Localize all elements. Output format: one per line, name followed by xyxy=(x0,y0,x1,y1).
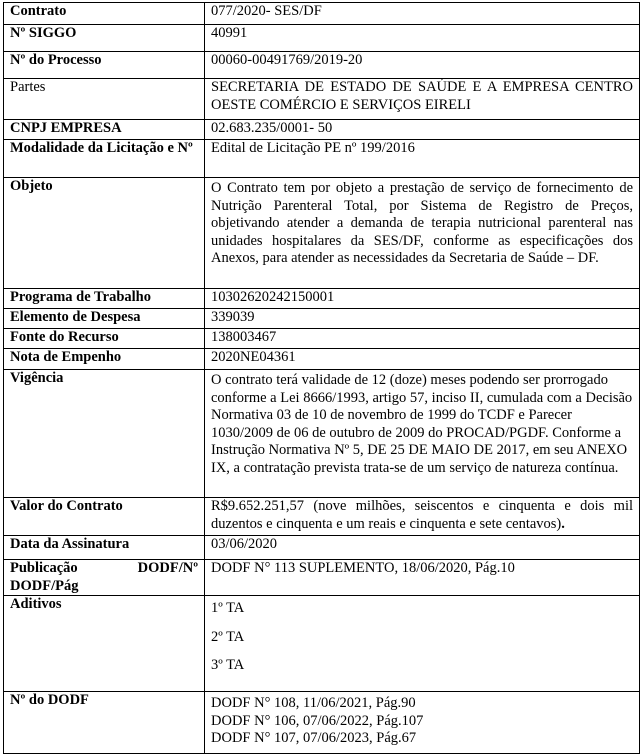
row-cnpj xyxy=(4,120,640,140)
value-processo: 00060-00491769/2019-20 xyxy=(205,52,640,79)
value-dodf xyxy=(205,692,640,754)
label-publicacao-right: DODF/Nº xyxy=(137,560,198,576)
label-assinatura: Data da Assinatura xyxy=(4,536,205,560)
value-programa: 10302620242150001 xyxy=(205,289,640,309)
value-assinatura: 03/06/2020 xyxy=(205,536,640,560)
row-vigencia xyxy=(4,370,640,498)
value-aditivos xyxy=(205,596,640,692)
label-dodf: Nº do DODF xyxy=(4,692,205,754)
row-contrato xyxy=(4,3,640,25)
value-cnpj: 02.683.235/0001- 50 xyxy=(205,120,640,140)
row-dodf xyxy=(4,692,640,754)
value-vigencia: O contrato terá validade de 12 (doze) meses podendo ser prorrogado conforme a Lei 8666/1993, artigo 57, inciso II, cumulada com a Decisão Normativa 03 de 10 de novembro de 1999 do TCDF e Parecer 1030/2009 de 06 de outubro de 2009 do PROCAD/PGDF. Conforme a Instrução Normativa Nº 5, DE 25 DE MAIO DE 2017, em seu ANEXO IX, a contratação prevista trata-se de um serviço de natureza contínua. xyxy=(205,370,640,498)
label-contrato: Contrato xyxy=(4,3,205,25)
row-publicacao xyxy=(4,560,640,596)
value-publicacao: DODF N° 113 SUPLEMENTO, 18/06/2020, Pág.10 xyxy=(205,560,640,596)
label-fonte: Fonte do Recurso xyxy=(4,329,205,349)
aditivo-item: 1º TA xyxy=(211,600,245,616)
dodf-item: DODF N° 108, 11/06/2021, Pág.90 xyxy=(211,695,416,711)
row-siggo xyxy=(4,25,640,52)
value-partes: SECRETARIA DE ESTADO DE SAÚDE E A EMPRESA CENTRO OESTE COMÉRCIO E SERVIÇOS EIRELI xyxy=(205,79,640,120)
contract-summary-table xyxy=(3,2,640,754)
row-objeto xyxy=(4,178,640,289)
label-publicacao-line2: DODF/Pág xyxy=(10,577,79,594)
label-cnpj: CNPJ EMPRESA xyxy=(4,120,205,140)
label-programa: Programa de Trabalho xyxy=(4,289,205,309)
value-elemento: 339039 xyxy=(205,309,640,329)
row-modalidade xyxy=(4,140,640,178)
row-programa xyxy=(4,289,640,309)
row-valor xyxy=(4,498,640,536)
label-publicacao xyxy=(4,560,205,596)
label-partes: Partes xyxy=(4,79,205,120)
value-valor-period: . xyxy=(561,515,565,532)
dodf-item: DODF N° 107, 07/06/2023, Pág.67 xyxy=(211,730,417,746)
label-empenho: Nota de Empenho xyxy=(4,349,205,370)
row-fonte xyxy=(4,329,640,349)
row-elemento xyxy=(4,309,640,329)
row-aditivos xyxy=(4,596,640,692)
aditivo-item: 3º TA xyxy=(211,657,245,673)
dodf-item: DODF N° 106, 07/06/2022, Pág.107 xyxy=(211,712,424,729)
label-modalidade: Modalidade da Licitação e Nº xyxy=(4,140,205,178)
value-siggo: 40991 xyxy=(205,25,640,52)
value-contrato: 077/2020- SES/DF xyxy=(205,3,640,25)
value-valor xyxy=(205,498,640,536)
value-empenho: 2020NE04361 xyxy=(205,349,640,370)
label-vigencia: Vigência xyxy=(4,370,205,498)
value-fonte: 138003467 xyxy=(205,329,640,349)
row-processo xyxy=(4,52,640,79)
label-valor: Valor do Contrato xyxy=(4,498,205,536)
aditivo-item: 2º TA xyxy=(211,628,245,645)
label-siggo: Nº SIGGO xyxy=(4,25,205,52)
value-modalidade: Edital de Licitação PE nº 199/2016 xyxy=(205,140,640,178)
label-objeto: Objeto xyxy=(4,178,205,289)
label-elemento: Elemento de Despesa xyxy=(4,309,205,329)
row-assinatura xyxy=(4,536,640,560)
value-valor-text: R$9.652.251,57 (nove milhões, seiscentos e cinquenta e dois mil duzentos e cinquenta e um reais e cinquenta e sete centavos) xyxy=(211,498,633,532)
row-partes xyxy=(4,79,640,120)
label-publicacao-left: Publicação xyxy=(10,560,78,576)
label-aditivos: Aditivos xyxy=(4,596,205,692)
value-objeto: O Contrato tem por objeto a prestação de serviço de fornecimento de Nutrição Parenteral Total, por Sistema de Registro de Preços, objetivando atender a demanda de terapia nutricional parenteral nas unidades hospitalares da SES/DF, conforme as especificações dos Anexos, para atender as necessidades da Secretaria de Saúde – DF. xyxy=(205,178,640,289)
label-processo: Nº do Processo xyxy=(4,52,205,79)
row-empenho xyxy=(4,349,640,370)
label-publicacao-line1 xyxy=(10,560,198,578)
